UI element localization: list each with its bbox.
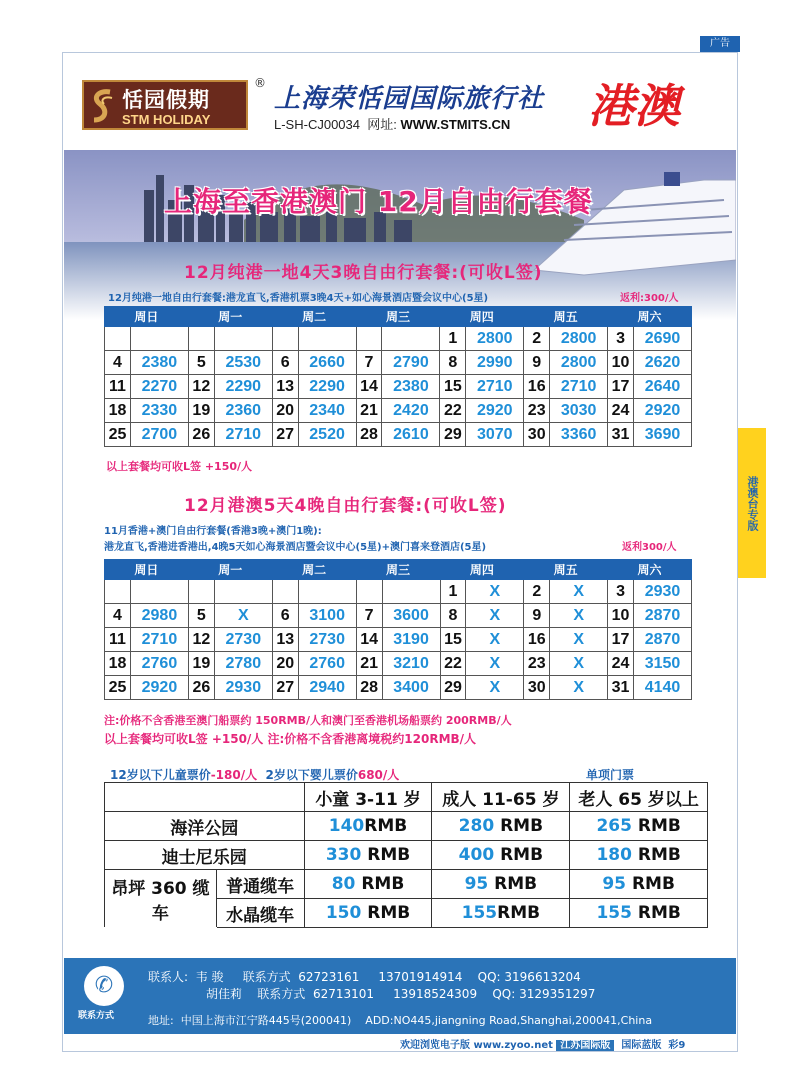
ticket-header-adult: 成人 11-65 岁 <box>432 783 570 812</box>
contact-person: 胡佳莉 <box>206 987 243 1001</box>
calendar-week-row <box>105 399 692 423</box>
package1-footnote: 以上套餐均可收L签 +150/人 <box>106 460 253 473</box>
calendar-date <box>272 327 298 351</box>
calendar-price <box>214 580 272 604</box>
calendar-date: 4 <box>105 604 131 628</box>
calendar-price: 2760 <box>130 652 188 676</box>
calendar-week-row <box>105 580 692 604</box>
calendar-date <box>272 580 298 604</box>
calendar-price: 2730 <box>298 628 356 652</box>
calendar-week-row <box>105 327 692 351</box>
website-label: 网址: <box>367 117 397 132</box>
calendar-price: 2920 <box>130 676 188 700</box>
calendar-price: 2870 <box>634 628 692 652</box>
calendar-price: 2380 <box>382 375 440 399</box>
calendar-date: 25 <box>105 423 131 447</box>
phone-icon: ✆ <box>84 966 124 1006</box>
calendar-price: 2710 <box>214 423 272 447</box>
calendar-date: 15 <box>440 375 466 399</box>
calendar-price: 3030 <box>550 399 608 423</box>
calendar-price <box>214 327 272 351</box>
package2-calendar <box>104 559 692 700</box>
ferry-note: 注:价格不含香港至澳门船票约 150RMB/人和澳门至香港机场船票约 200RMB/人 <box>104 714 512 727</box>
calendar-date: 9 <box>524 604 550 628</box>
calendar-price <box>382 580 440 604</box>
weekday-header: 周二 <box>272 307 356 327</box>
calendar-date: 16 <box>524 375 550 399</box>
ticket-row-cable-normal <box>105 870 708 899</box>
calendar-date: 31 <box>608 676 634 700</box>
weekday-header: 周日 <box>105 560 189 580</box>
calendar-date <box>188 327 214 351</box>
calendar-price: 2710 <box>130 628 188 652</box>
calendar-date: 11 <box>105 628 131 652</box>
contact-footer <box>64 958 736 1034</box>
calendar-date: 28 <box>356 676 382 700</box>
child-price: -180/人 <box>210 768 258 782</box>
calendar-price: X <box>550 676 608 700</box>
calendar-price <box>130 327 188 351</box>
calendar-week-row <box>105 628 692 652</box>
weekday-header: 周一 <box>188 307 272 327</box>
page-number: 彩9 <box>668 1040 686 1051</box>
calendar-date: 18 <box>105 399 131 423</box>
calendar-date: 30 <box>524 676 550 700</box>
calendar-date <box>356 327 382 351</box>
blue-edition: 国际蓝版 <box>621 1040 662 1051</box>
calendar-price <box>298 327 356 351</box>
package1-calendar <box>104 306 692 447</box>
calendar-price: X <box>466 604 524 628</box>
logo <box>82 80 248 130</box>
logo-swirl-icon <box>88 88 118 124</box>
contact-method-label: 联系方式 <box>257 987 306 1001</box>
calendar-date: 17 <box>608 375 634 399</box>
price-adult: 280 RMB <box>432 812 570 841</box>
weekday-header: 周四 <box>440 560 524 580</box>
calendar-price: 2940 <box>298 676 356 700</box>
package2-note-2: 港龙直飞,香港进香港出,4晚5天如心海景酒店暨会议中心(5星)+澳门喜来登酒店(5星) <box>104 542 487 553</box>
contact-qq[interactable]: QQ: 3196613204 <box>477 970 581 984</box>
calendar-price: 2920 <box>466 399 524 423</box>
contact-row-1 <box>148 968 581 985</box>
ticket-row-ocean-park <box>105 812 708 841</box>
calendar-date: 7 <box>356 604 382 628</box>
calendar-price: 2930 <box>634 580 692 604</box>
calendar-price: X <box>550 580 608 604</box>
infant-price-label: 2岁以下婴儿票价 <box>265 768 358 782</box>
calendar-price: 2790 <box>382 351 440 375</box>
calendar-price: 2870 <box>634 604 692 628</box>
calendar-price: X <box>466 652 524 676</box>
calendar-price <box>130 580 188 604</box>
calendar-date: 19 <box>188 652 214 676</box>
price-senior: 155 RMB <box>570 899 708 928</box>
calendar-date: 20 <box>272 399 298 423</box>
weekday-header: 周五 <box>524 560 608 580</box>
calendar-price: 2800 <box>466 327 524 351</box>
calendar-week-row <box>105 351 692 375</box>
header <box>78 70 728 150</box>
calendar-date: 4 <box>105 351 131 375</box>
ticket-header-senior: 老人 65 岁以上 <box>570 783 708 812</box>
calendar-price: 2530 <box>214 351 272 375</box>
price-adult: 95 RMB <box>432 870 570 899</box>
weekday-header: 周六 <box>608 560 692 580</box>
calendar-date: 13 <box>272 628 298 652</box>
edition-badge: 江苏国际版 <box>556 1040 614 1051</box>
calendar-price: 2780 <box>214 652 272 676</box>
calendar-price: 2800 <box>550 351 608 375</box>
contact-person: 韦 骏 <box>195 970 224 984</box>
calendar-date: 3 <box>608 580 634 604</box>
price-child: 80 RMB <box>304 870 432 899</box>
calendar-date <box>105 327 131 351</box>
calendar-price: X <box>466 676 524 700</box>
calendar-date: 2 <box>524 580 550 604</box>
calendar-date: 20 <box>272 652 298 676</box>
calendar-price: X <box>550 652 608 676</box>
browse-link[interactable]: 欢迎浏览电子版 www.zyoo.net <box>400 1040 553 1051</box>
calendar-price: 2990 <box>466 351 524 375</box>
ticket-header-child: 小童 3-11 岁 <box>304 783 432 812</box>
calendar-price: X <box>466 628 524 652</box>
address-label: 地址: <box>148 1014 174 1027</box>
license-number: L-SH-CJ00034 <box>274 117 360 132</box>
contact-mobile[interactable]: 13918524309 <box>393 987 478 1001</box>
calendar-date: 2 <box>524 327 550 351</box>
calendar-price: 3600 <box>382 604 440 628</box>
address-cn: 中国上海市江宁路445号(200041) <box>180 1014 352 1027</box>
weekday-header-row <box>105 560 692 580</box>
calendar-price <box>298 580 356 604</box>
contact-phone[interactable]: 62713101 <box>312 987 375 1001</box>
calendar-price: 2660 <box>298 351 356 375</box>
weekday-header: 周一 <box>188 560 272 580</box>
calendar-date: 3 <box>608 327 634 351</box>
calendar-price: 3150 <box>634 652 692 676</box>
package1-rebate: 返利:300/人 <box>620 293 679 304</box>
calendar-price: X <box>466 580 524 604</box>
calendar-price: 2270 <box>130 375 188 399</box>
calendar-price: 2360 <box>214 399 272 423</box>
address-en: ADD:NO445,jiangning Road,Shanghai,200041,China <box>365 1014 653 1027</box>
calendar-date: 10 <box>608 351 634 375</box>
calendar-price: X <box>214 604 272 628</box>
weekday-header: 周五 <box>524 307 608 327</box>
calendar-date: 18 <box>105 652 131 676</box>
calendar-price: 2730 <box>214 628 272 652</box>
license-line <box>274 114 510 133</box>
ad-tag: 广告 <box>700 36 740 52</box>
price-adult: 155RMB <box>432 899 570 928</box>
contact-phone[interactable]: 62723161 <box>298 970 360 984</box>
calendar-date: 7 <box>356 351 382 375</box>
ticket-header-row <box>105 783 708 812</box>
ticket-price-table <box>104 782 708 928</box>
price-child: 140RMB <box>304 812 432 841</box>
package1-title: 12月纯港一地4天3晚自由行套餐:(可收L签) <box>184 263 543 283</box>
infant-price: 680/人 <box>357 768 400 782</box>
weekday-header: 周日 <box>105 307 189 327</box>
calendar-date: 1 <box>440 327 466 351</box>
calendar-price: 3070 <box>466 423 524 447</box>
address-row <box>148 1012 652 1028</box>
calendar-date: 21 <box>356 399 382 423</box>
weekday-header-row <box>105 307 692 327</box>
package2-footnote: 以上套餐均可收L签 +150/人 注:价格不含香港离境税约120RMB/人 <box>104 732 477 746</box>
side-section-tab: 港澳台专版 <box>738 428 766 578</box>
price-senior: 180 RMB <box>570 841 708 870</box>
contact-label: 联系人: <box>148 970 189 984</box>
calendar-week-row <box>105 604 692 628</box>
cable-car-name: 昂坪 360 缆车 <box>105 870 217 928</box>
calendar-price: 2760 <box>298 652 356 676</box>
package2-title: 12月港澳5天4晚自由行套餐:(可收L签) <box>184 496 507 516</box>
calendar-date: 25 <box>105 676 131 700</box>
registered-mark: ® <box>254 76 266 90</box>
calendar-date: 9 <box>524 351 550 375</box>
calendar-date: 8 <box>440 351 466 375</box>
contact-mobile[interactable]: 13701914914 <box>378 970 463 984</box>
ticket-row-disneyland <box>105 841 708 870</box>
calendar-date: 14 <box>356 628 382 652</box>
logo-english-name: STM HOLIDAY <box>122 112 211 127</box>
banner-title: 上海至香港澳门 12月自由行套餐 <box>164 185 593 218</box>
calendar-date: 19 <box>188 399 214 423</box>
calendar-date: 27 <box>272 676 298 700</box>
calendar-date: 21 <box>356 652 382 676</box>
calendar-price <box>382 327 440 351</box>
brand-calligraphy: 港澳 <box>588 79 680 133</box>
website-link[interactable]: WWW.STMITS.CN <box>400 117 511 132</box>
single-ticket-title: 单项门票 <box>586 768 635 782</box>
calendar-price: X <box>550 604 608 628</box>
calendar-week-row <box>105 652 692 676</box>
calendar-date: 22 <box>440 652 466 676</box>
calendar-date: 5 <box>188 351 214 375</box>
logo-chinese-name: 恬园假期 <box>122 87 210 112</box>
calendar-date <box>356 580 382 604</box>
calendar-date: 15 <box>440 628 466 652</box>
price-senior: 265 RMB <box>570 812 708 841</box>
calendar-date: 12 <box>188 628 214 652</box>
calendar-price: 2640 <box>634 375 692 399</box>
calendar-price: 3400 <box>382 676 440 700</box>
price-child: 150 RMB <box>304 899 432 928</box>
ticket-header-blank <box>105 783 305 812</box>
calendar-date: 6 <box>272 351 298 375</box>
calendar-price: 2290 <box>298 375 356 399</box>
calendar-price: 2920 <box>634 399 692 423</box>
calendar-price: X <box>550 628 608 652</box>
calendar-date: 22 <box>440 399 466 423</box>
cable-type: 水晶缆车 <box>216 899 304 928</box>
calendar-week-row <box>105 423 692 447</box>
calendar-date: 11 <box>105 375 131 399</box>
weekday-header: 周二 <box>272 560 356 580</box>
agency-name: 上海荣恬园国际旅行社 <box>274 84 545 114</box>
attraction-name: 迪士尼乐园 <box>105 841 305 870</box>
calendar-date: 13 <box>272 375 298 399</box>
calendar-date: 12 <box>188 375 214 399</box>
calendar-date: 6 <box>272 604 298 628</box>
calendar-price: 3190 <box>382 628 440 652</box>
calendar-price: 4140 <box>634 676 692 700</box>
calendar-date: 1 <box>440 580 466 604</box>
calendar-price: 2710 <box>550 375 608 399</box>
calendar-date: 24 <box>608 652 634 676</box>
package1-note: 12月纯港一地自由行套餐:港龙直飞,香港机票3晚4天+如心海景酒店暨会议中心(5星) <box>108 293 489 304</box>
contact-qq[interactable]: QQ: 3129351297 <box>492 987 596 1001</box>
price-senior: 95 RMB <box>570 870 708 899</box>
calendar-price: 3100 <box>298 604 356 628</box>
calendar-price: 2700 <box>130 423 188 447</box>
calendar-date: 14 <box>356 375 382 399</box>
calendar-price: 2330 <box>130 399 188 423</box>
attraction-name: 海洋公园 <box>105 812 305 841</box>
calendar-date: 28 <box>356 423 382 447</box>
calendar-price: 3210 <box>382 652 440 676</box>
calendar-price: 2420 <box>382 399 440 423</box>
calendar-price: 2620 <box>634 351 692 375</box>
calendar-price: 2980 <box>130 604 188 628</box>
calendar-price: 2340 <box>298 399 356 423</box>
child-price-line <box>110 766 399 783</box>
package2-rebate: 返利300/人 <box>622 542 677 553</box>
calendar-price: 2710 <box>466 375 524 399</box>
weekday-header: 周三 <box>356 560 440 580</box>
calendar-price: 2290 <box>214 375 272 399</box>
calendar-date: 26 <box>188 676 214 700</box>
calendar-week-row <box>105 676 692 700</box>
contact-row-2 <box>206 985 595 1002</box>
weekday-header: 周六 <box>608 307 692 327</box>
weekday-header: 周三 <box>356 307 440 327</box>
calendar-date: 31 <box>608 423 634 447</box>
calendar-date: 8 <box>440 604 466 628</box>
bottom-strip <box>400 1036 736 1050</box>
calendar-date: 30 <box>524 423 550 447</box>
calendar-date: 10 <box>608 604 634 628</box>
calendar-price: 2520 <box>298 423 356 447</box>
calendar-date: 23 <box>524 652 550 676</box>
child-price-label: 12岁以下儿童票价 <box>110 768 211 782</box>
contact-method-label: 联系方式 <box>242 970 291 984</box>
calendar-date: 16 <box>524 628 550 652</box>
price-child: 330 RMB <box>304 841 432 870</box>
weekday-header: 周四 <box>440 307 524 327</box>
calendar-price: 2930 <box>214 676 272 700</box>
calendar-price: 2800 <box>550 327 608 351</box>
calendar-date <box>105 580 131 604</box>
cable-type: 普通缆车 <box>216 870 304 899</box>
calendar-date: 24 <box>608 399 634 423</box>
calendar-date: 29 <box>440 423 466 447</box>
package2-note-1: 11月香港+澳门自由行套餐(香港3晚+澳门1晚): <box>104 526 322 537</box>
contact-icon-label: 联系方式 <box>78 1011 115 1021</box>
calendar-date: 29 <box>440 676 466 700</box>
calendar-date: 26 <box>188 423 214 447</box>
price-adult: 400 RMB <box>432 841 570 870</box>
calendar-date: 23 <box>524 399 550 423</box>
calendar-date: 27 <box>272 423 298 447</box>
calendar-price: 3360 <box>550 423 608 447</box>
calendar-price: 2380 <box>130 351 188 375</box>
calendar-price: 3690 <box>634 423 692 447</box>
calendar-price: 2690 <box>634 327 692 351</box>
calendar-date: 17 <box>608 628 634 652</box>
calendar-date <box>188 580 214 604</box>
calendar-price: 2610 <box>382 423 440 447</box>
calendar-week-row <box>105 375 692 399</box>
calendar-date: 5 <box>188 604 214 628</box>
